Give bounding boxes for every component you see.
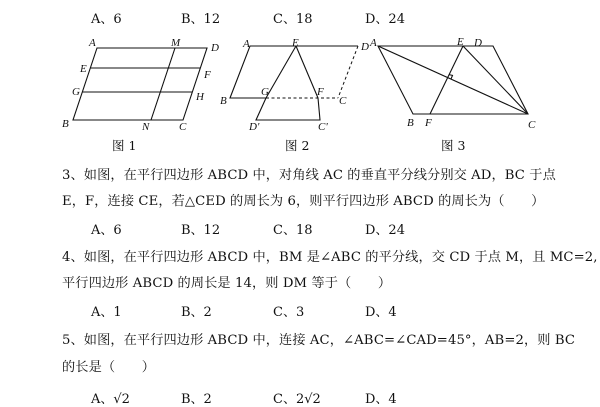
question-4-line-1: 4、如图，在平行四边形 ABCD 中，BM 是∠ABC 的平分线，交 CD 于点 M，且 MC=2, — [62, 250, 598, 265]
fig2-label-b: B — [220, 95, 227, 107]
figure-3-caption: 图 3 — [441, 138, 466, 153]
fig1-label-h: H — [196, 91, 204, 103]
figure-2-caption: 图 2 — [285, 138, 310, 153]
question-4-option-a: A、1 — [91, 305, 122, 320]
question-5-option-d: D、4 — [365, 392, 397, 407]
fig3-label-e: E — [457, 36, 464, 48]
fig2-label-e: E — [292, 38, 299, 49]
fig2-label-c: C — [339, 95, 347, 107]
question-5-line-1: 5、如图，在平行四边形 ABCD 中，连接 AC，∠ABC=∠CAD=45°，AB=2，则 BC — [62, 333, 576, 348]
fig3-label-f: F — [425, 117, 432, 129]
fig3-label-d: D — [474, 37, 482, 49]
question-5-line-2: 的长是（ ） — [62, 360, 156, 375]
fig1-label-d: D — [211, 42, 219, 54]
question-3-option-d: D、24 — [365, 223, 405, 238]
question-5-option-c: C、2√2 — [273, 392, 321, 407]
top-option-c: C、18 — [273, 12, 313, 27]
fig2-label-a: A — [243, 38, 250, 50]
fig1-label-n: N — [142, 121, 150, 133]
top-option-d: D、24 — [365, 12, 405, 27]
fig1-label-a: A — [89, 38, 96, 49]
fig2-label-d: D — [361, 41, 369, 53]
question-3-option-a: A、6 — [91, 223, 122, 238]
question-5-option-b: B、2 — [181, 392, 212, 407]
question-4-option-b: B、2 — [181, 305, 212, 320]
question-3-line-1: 3、如图，在平行四边形 ABCD 中，对角线 AC 的垂直平分线分别交 AD，BC 于点 — [62, 168, 556, 183]
fig3-label-a: A — [370, 37, 377, 49]
fig2-label-f: F — [317, 86, 324, 98]
question-3-option-c: C、18 — [273, 223, 313, 238]
figure-1-caption: 图 1 — [112, 138, 137, 153]
fig2-label-c-prime: C' — [318, 121, 328, 133]
fig1-label-b: B — [62, 118, 69, 130]
figure-1 — [55, 38, 230, 138]
fig3-label-c: C — [528, 119, 536, 131]
fig1-label-f: F — [204, 69, 211, 81]
fig1-label-m: M — [171, 38, 181, 49]
fig1-label-g: G — [72, 86, 80, 98]
question-4-option-c: C、3 — [273, 305, 305, 320]
top-option-b: B、12 — [181, 12, 221, 27]
question-5-option-a: A、√2 — [91, 392, 130, 407]
fig2-label-g: G — [261, 86, 269, 98]
fig2-label-d-prime: D' — [249, 121, 260, 133]
fig1-label-e: E — [80, 63, 87, 75]
question-3-option-b: B、12 — [181, 223, 221, 238]
top-option-a: A、6 — [91, 12, 122, 27]
question-4-line-2: 平行四边形 ABCD 的周长是 14，则 DM 等于（ ） — [62, 276, 392, 291]
fig3-label-b: B — [407, 117, 414, 129]
figure-3 — [368, 36, 538, 136]
figure-2 — [218, 38, 378, 138]
question-3-line-2: E，F，连接 CE，若△CED 的周长为 6，则平行四边形 ABCD 的周长为（ ） — [62, 194, 545, 209]
fig1-label-c: C — [179, 121, 187, 133]
question-4-option-d: D、4 — [365, 305, 397, 320]
